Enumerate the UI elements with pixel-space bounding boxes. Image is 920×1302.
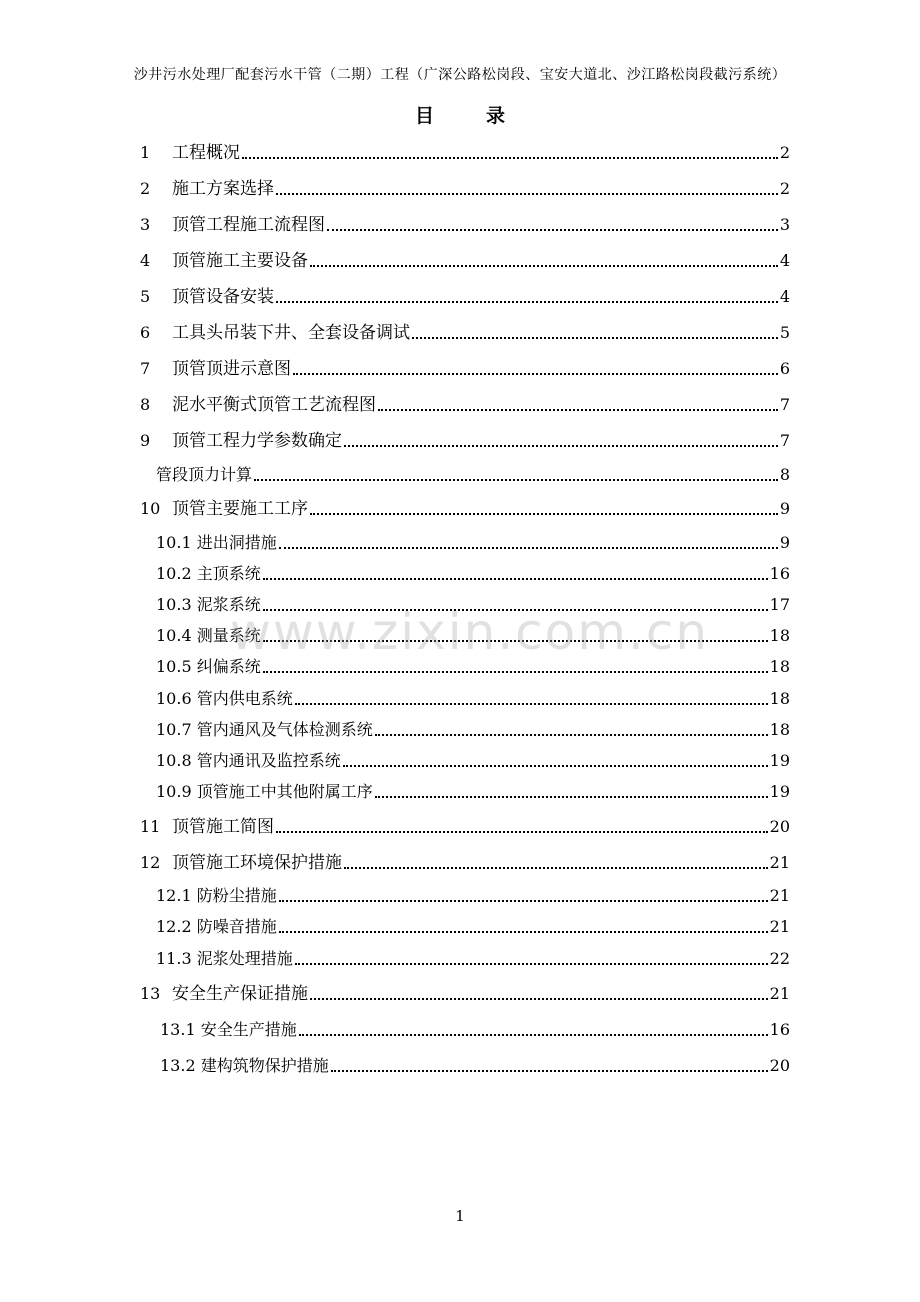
- toc-entry-label: 13.1 安全生产措施: [160, 1020, 297, 1039]
- toc-entry-label: 10.1 进出洞措施: [156, 533, 277, 552]
- toc-entry[interactable]: [140, 356, 790, 380]
- toc-leader-dots: [263, 578, 768, 580]
- toc-leader-dots: [263, 671, 768, 673]
- toc-leader-dots: [331, 1070, 768, 1072]
- toc-entry-page: 18: [769, 720, 790, 739]
- toc-entry[interactable]: [156, 883, 790, 907]
- toc-entry-number: 5: [140, 287, 151, 306]
- toc-entry-page: 18: [769, 626, 790, 645]
- toc-entry-page: 21: [769, 917, 790, 936]
- document-header: 沙井污水处理厂配套污水干管（二期）工程（广深公路松岗段、宝安大道北、沙江路松岗段截污系统）: [133, 67, 787, 83]
- toc-entry-label: 10.6 管内供电系统: [156, 689, 293, 708]
- toc-entry-label: 顶管设备安装: [172, 287, 274, 307]
- toc-entry-label: 12.1 防粉尘措施: [156, 886, 277, 905]
- toc-entry-number: 1: [140, 143, 151, 162]
- toc-entry-number: 7: [140, 359, 151, 378]
- toc-entry-page: 18: [769, 657, 790, 676]
- toc-entry-page: 19: [769, 782, 790, 801]
- toc-entry-label: 10.5 纠偏系统: [156, 657, 261, 676]
- toc-leader-dots: [293, 373, 778, 375]
- toc-leader-dots: [254, 479, 778, 481]
- toc-entry[interactable]: [156, 914, 790, 938]
- toc-entry-label: 安全生产保证措施: [172, 984, 308, 1004]
- toc-entry-number: 3: [140, 215, 151, 234]
- toc-entry[interactable]: [140, 284, 790, 308]
- toc-entry-page: 20: [769, 1056, 790, 1075]
- toc-entry-label: 11.3 泥浆处理措施: [156, 949, 293, 968]
- toc-entry-label: 13.2 建构筑物保护措施: [160, 1056, 329, 1075]
- toc-entry-page: 9: [779, 499, 790, 518]
- toc-entry-page: 4: [779, 251, 790, 270]
- toc-leader-dots: [242, 157, 778, 159]
- toc-entry-number: 10: [140, 499, 161, 518]
- toc-entry-page: 7: [779, 431, 790, 450]
- toc-entry-label: 顶管顶进示意图: [172, 359, 291, 379]
- toc-entry[interactable]: [160, 1053, 790, 1077]
- toc-entry[interactable]: [156, 686, 790, 710]
- toc-entry[interactable]: [140, 140, 790, 164]
- toc-entry[interactable]: [160, 1017, 790, 1041]
- toc-entry-label: 10.7 管内通风及气体检测系统: [156, 720, 373, 739]
- toc-leader-dots: [343, 765, 768, 767]
- toc-entry-label: 10.8 管内通讯及监控系统: [156, 751, 341, 770]
- toc-leader-dots: [276, 193, 778, 195]
- toc-entry[interactable]: [140, 392, 790, 416]
- toc-entry-page: 18: [769, 689, 790, 708]
- toc-entry-label: 10.9 顶管施工中其他附属工序: [156, 782, 373, 801]
- toc-entry-page: 2: [779, 143, 790, 162]
- toc-entry[interactable]: [140, 428, 790, 452]
- toc-leader-dots: [295, 703, 768, 705]
- toc-leader-dots: [375, 796, 768, 798]
- toc-entry-number: 2: [140, 179, 151, 198]
- toc-title-left: 目: [414, 105, 434, 127]
- toc-leader-dots: [375, 734, 768, 736]
- toc-leader-dots: [310, 998, 768, 1000]
- toc-entry-number: 9: [140, 431, 151, 450]
- toc-entry-number: 13: [140, 984, 161, 1003]
- toc-entry-page: 21: [769, 984, 790, 1003]
- toc-entry-label: 顶管工程施工流程图: [172, 215, 325, 235]
- toc-entry-page: 9: [779, 533, 790, 552]
- toc-entry-number: 4: [140, 251, 151, 270]
- toc-entry[interactable]: [140, 212, 790, 236]
- toc-entry-label: 顶管施工环境保护措施: [172, 853, 342, 873]
- toc-entry[interactable]: [156, 462, 790, 486]
- toc-entry[interactable]: [156, 530, 790, 554]
- toc-entry-page: 16: [769, 1020, 790, 1039]
- toc-entry-label: 10.2 主顶系统: [156, 564, 261, 583]
- toc-leader-dots: [344, 867, 768, 869]
- toc-entry-page: 17: [769, 595, 790, 614]
- toc-entry-label: 施工方案选择: [172, 179, 274, 199]
- toc-leader-dots: [299, 1034, 768, 1036]
- toc-entry-label: 12.2 防噪音措施: [156, 917, 277, 936]
- toc-leader-dots: [310, 265, 778, 267]
- toc-leader-dots: [344, 445, 778, 447]
- toc-entry-label: 10.3 泥浆系统: [156, 595, 261, 614]
- toc-leader-dots: [378, 409, 778, 411]
- toc-entry-page: 3: [779, 215, 790, 234]
- toc-entry-label: 顶管施工简图: [172, 817, 274, 837]
- toc-title-right: 录: [486, 105, 506, 127]
- page-number: 1: [455, 1207, 465, 1225]
- toc-entry[interactable]: [156, 748, 790, 772]
- toc-entry-label: 顶管主要施工工序: [172, 499, 308, 519]
- toc-entry-page: 8: [779, 465, 790, 484]
- toc-entry-page: 5: [779, 323, 790, 342]
- toc-entry-label: 10.4 测量系统: [156, 626, 261, 645]
- toc-entry[interactable]: [140, 981, 790, 1005]
- toc-entry[interactable]: [140, 850, 790, 874]
- toc-entry-label: 管段顶力计算: [156, 465, 253, 484]
- toc-entry-page: 16: [769, 564, 790, 583]
- toc-entry-label: 泥水平衡式顶管工艺流程图: [172, 395, 376, 415]
- toc-entry[interactable]: [140, 814, 790, 838]
- toc-leader-dots: [295, 963, 768, 965]
- toc-entry-page: 6: [779, 359, 790, 378]
- toc-entry-number: 12: [140, 853, 161, 872]
- toc-entry-page: 21: [769, 886, 790, 905]
- toc-leader-dots: [276, 831, 768, 833]
- toc-entry[interactable]: [156, 779, 790, 803]
- toc-entry[interactable]: [140, 248, 790, 272]
- toc-entry-page: 7: [779, 395, 790, 414]
- watermark: www.zixin.com.cn: [230, 603, 710, 661]
- toc-entry[interactable]: [140, 320, 790, 344]
- toc-entry-number: 11: [140, 817, 161, 836]
- toc-entry-page: 20: [769, 817, 790, 836]
- toc-entry-page: 2: [779, 179, 790, 198]
- toc-entry-number: 8: [140, 395, 151, 414]
- toc-entry[interactable]: [156, 717, 790, 741]
- toc-leader-dots: [412, 337, 778, 339]
- toc-entry-page: 19: [769, 751, 790, 770]
- toc-entry-number: 6: [140, 323, 151, 342]
- toc-entry-label: 工具头吊装下井、全套设备调试: [172, 323, 410, 343]
- toc-leader-dots: [279, 931, 768, 933]
- toc-leader-dots: [310, 513, 778, 515]
- toc-entry[interactable]: [140, 176, 790, 200]
- toc-entry-label: 顶管工程力学参数确定: [172, 431, 342, 451]
- toc-entry[interactable]: [140, 496, 790, 520]
- toc-entry-label: 工程概况: [172, 143, 240, 163]
- toc-leader-dots: [327, 229, 778, 231]
- toc-leader-dots: [279, 547, 778, 549]
- toc-entry-page: 4: [779, 287, 790, 306]
- toc-entry[interactable]: [156, 561, 790, 585]
- toc-entry-label: 顶管施工主要设备: [172, 251, 308, 271]
- toc-entry-page: 21: [769, 853, 790, 872]
- toc-leader-dots: [276, 301, 778, 303]
- toc-entry-page: 22: [769, 949, 790, 968]
- toc-leader-dots: [279, 900, 768, 902]
- toc-entry[interactable]: [156, 946, 790, 970]
